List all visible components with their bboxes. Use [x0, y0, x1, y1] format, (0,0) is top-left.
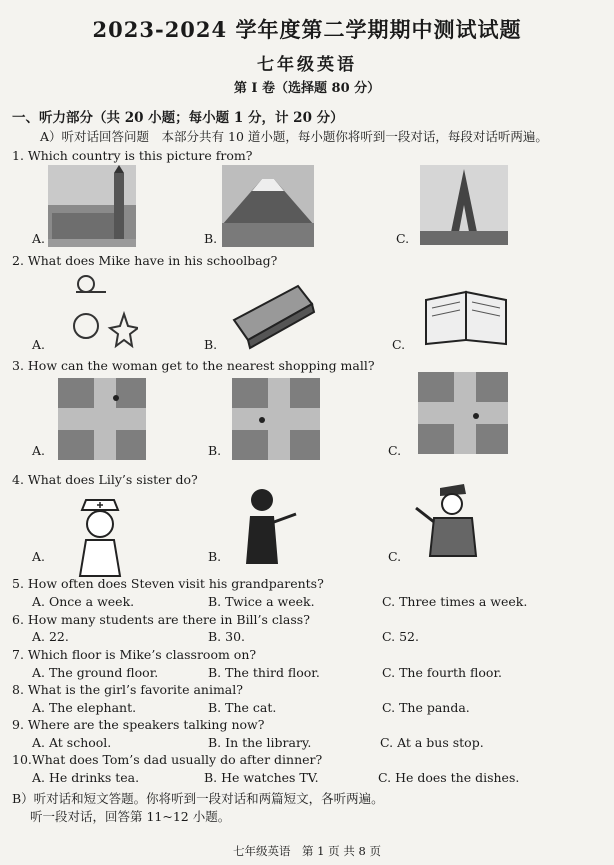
exam-title: 2023-2024 学年度第二学期期中测试试题 [92, 17, 522, 42]
q3-option-c: C. [388, 443, 402, 458]
q6-option-a: A. 22. [32, 629, 69, 644]
picture-london [48, 165, 136, 247]
q4-option-b: B. [208, 549, 222, 564]
page-footer: 七年级英语 第 1 页 共 8 页 [233, 844, 381, 858]
question-5: 5. How often does Steven visit his grandparents? [12, 576, 324, 591]
map-route-c [418, 372, 508, 454]
q8-option-b: B. The cat. [208, 700, 277, 715]
part-b-line: 听一段对话，回答第 11~12 小题。 [30, 809, 231, 824]
picture-eiffel-tower [420, 165, 508, 245]
question-2: 2. What does Mike have in his schoolbag? [12, 253, 278, 268]
q5-option-b: B. Twice a week. [208, 594, 315, 609]
q9-option-b: B. In the library. [208, 735, 312, 750]
question-9: 9. Where are the speakers talking now? [12, 717, 265, 732]
question-8: 8. What is the girl’s favorite animal? [12, 682, 243, 697]
map-route-b [232, 378, 320, 460]
q10-option-b: B. He watches TV. [204, 770, 319, 785]
q1-option-b: B. [204, 231, 218, 246]
question-10: 10.What does Tom’s dad usually do after dinner? [12, 752, 323, 767]
q7-option-c: C. The fourth floor. [382, 665, 503, 680]
q2-option-b: B. [204, 337, 218, 352]
exam-subtitle: 七年级英语 [257, 55, 357, 75]
map-route-a [58, 378, 146, 460]
picture-pencil-case [228, 280, 318, 350]
section-heading: 一、听力部分（共 20 小题；每小题 1 分，计 20 分） [12, 110, 344, 126]
question-3: 3. How can the woman get to the nearest shopping mall? [12, 358, 375, 373]
part-a-instruction: A）听对话回答问题 本部分共有 10 道小题，每小题你将听到一段对话，每段对话听两遍。 [40, 129, 548, 144]
q1-option-a: A. [32, 231, 46, 246]
q1-option-c: C. [396, 231, 410, 246]
question-1: 1. Which country is this picture from? [12, 148, 253, 163]
picture-nurse [68, 498, 132, 578]
q7-option-a: A. The ground floor. [32, 665, 159, 680]
picture-mount-fuji [222, 165, 314, 247]
q10-option-c: C. He does the dishes. [378, 770, 520, 785]
q6-option-b: B. 30. [208, 629, 246, 644]
q5-option-a: A. Once a week. [32, 594, 135, 609]
q4-option-c: C. [388, 549, 402, 564]
picture-keychain [46, 272, 138, 356]
q6-option-c: C. 52. [382, 629, 419, 644]
part-b-heading: B）听对话和短文答题。你将听到一段对话和两篇短文，各听两遍。 [12, 791, 384, 806]
q8-option-c: C. The panda. [382, 700, 470, 715]
q7-option-b: B. The third floor. [208, 665, 320, 680]
question-6: 6. How many students are there in Bill’s class? [12, 612, 310, 627]
question-4: 4. What does Lily’s sister do? [12, 472, 198, 487]
picture-police-officer [406, 478, 496, 558]
q2-option-a: A. [32, 337, 46, 352]
q3-option-a: A. [32, 443, 46, 458]
q9-option-c: C. At a bus stop. [380, 735, 484, 750]
picture-businesswoman [232, 484, 302, 566]
q8-option-a: A. The elephant. [32, 700, 137, 715]
q9-option-a: A. At school. [32, 735, 112, 750]
volume-label: 第 I 卷（选择题 80 分） [233, 81, 381, 96]
q4-option-a: A. [32, 549, 46, 564]
q3-option-b: B. [208, 443, 222, 458]
picture-book [422, 286, 510, 348]
question-7: 7. Which floor is Mike’s classroom on? [12, 647, 257, 662]
q10-option-a: A. He drinks tea. [32, 770, 140, 785]
q2-option-c: C. [392, 337, 406, 352]
q5-option-c: C. Three times a week. [382, 594, 528, 609]
